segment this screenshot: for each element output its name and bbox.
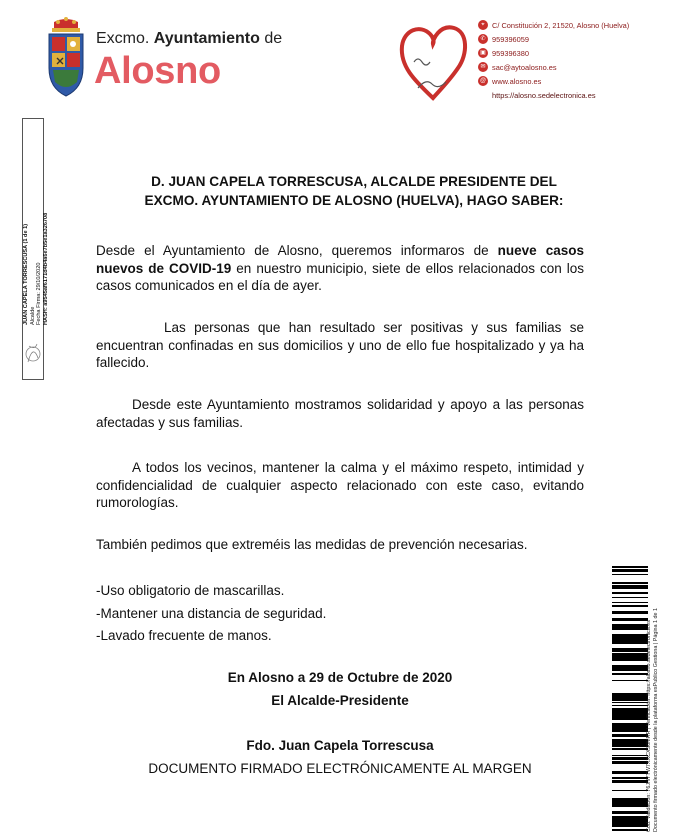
- signature-date: Fecha Firma: 29/10/2020: [36, 262, 43, 325]
- barcode-bar: [612, 780, 648, 781]
- barcode-bar: [612, 812, 648, 814]
- barcode-bar: [612, 638, 648, 641]
- paragraph-prevention: También pedimos que extreméis las medidas de prevención necesarias.: [96, 537, 528, 552]
- barcode-bar: [612, 597, 648, 598]
- barcode-bar: [612, 816, 648, 819]
- barcode-bar: [612, 713, 648, 715]
- list-item: -Uso obligatorio de mascarillas.: [96, 583, 285, 598]
- signer-line: Fdo. Juan Capela Torrescusa: [246, 738, 434, 753]
- barcode-bar: [612, 566, 648, 568]
- paragraph-confinement: Las personas que han resultado ser positivas y sus familias se encuentran confinadas en sus domicilios y uno de ello fue hospitalizado y ya ha fallecido.: [96, 320, 584, 370]
- barcode-bar: [612, 605, 648, 606]
- barcode-bar: [612, 651, 648, 652]
- signature-hash: HASH: a9545af6171d4b4a6e7b5e1a326708: [42, 212, 49, 325]
- document-title: D. JUAN CAPELA TORRESCUSA, ALCALDE PRESIDENTE DEL EXCMO. AYUNTAMIENTO DE ALOSNO (HUELVA), HAGO SABER:: [144, 174, 564, 208]
- barcode-bar: [612, 718, 648, 720]
- barcode-bar: [612, 805, 648, 807]
- verification-footer: [646, 566, 672, 832]
- barcode-bar: [612, 653, 648, 655]
- barcode-bar: [612, 569, 648, 571]
- barcode-bar: [612, 742, 648, 744]
- coat-of-arms-logo: [44, 16, 88, 98]
- barcode-bar: [612, 728, 648, 730]
- barcode-bar: [612, 574, 648, 575]
- barcode-bar: [612, 592, 648, 594]
- barcode-bar: [612, 673, 648, 675]
- fax-icon: ▣: [478, 48, 488, 58]
- organization-name: Alosno: [94, 50, 221, 92]
- barcode-bar: [612, 655, 648, 656]
- email-icon: ✉: [478, 62, 488, 72]
- location-icon: ⌖: [478, 20, 488, 30]
- barcode-bar: [612, 571, 648, 572]
- electronic-signature-note: DOCUMENTO FIRMADO ELECTRÓNICAMENTE AL MARGEN: [148, 761, 532, 776]
- barcode-bar: [612, 693, 648, 694]
- barcode-bar: [612, 763, 648, 764]
- contact-address: ⌖ C/ Constitución 2, 21520, Alosno (Huelva): [478, 18, 628, 32]
- barcode-bar: [612, 771, 648, 774]
- barcode-bar: [612, 588, 648, 589]
- contact-fax: ▣ 959396380: [478, 46, 628, 60]
- organization-prefix: Excmo. Ayuntamiento de: [96, 30, 283, 47]
- barcode-bar: [612, 761, 648, 762]
- barcode-bar: [612, 702, 648, 703]
- barcode-bar: [612, 648, 648, 651]
- barcode-bar: [612, 811, 648, 812]
- barcode-bar: [612, 748, 648, 750]
- place-and-date: En Alosno a 29 de Octubre de 2020: [227, 670, 453, 685]
- barcode-bar: [612, 628, 648, 630]
- contact-email[interactable]: ✉ sac@aytoalosno.es: [478, 60, 628, 74]
- barcode-bar: [612, 626, 648, 628]
- barcode-bar: [612, 708, 648, 710]
- barcode-bar: [612, 656, 648, 658]
- siente-alosno-heart-logo: [396, 18, 470, 104]
- contact-website[interactable]: @ www.alosno.es: [479, 76, 542, 86]
- barcode-bar: [612, 790, 648, 791]
- paragraph-cases: Desde el Ayuntamiento de Alosno, queremos informaros de nueve casos nuevos de COVID-19 en nuestro municipio, siete de ellos relacionados con los casos comunicados en el día de ayer.: [96, 243, 585, 293]
- barcode-bar: [612, 822, 648, 823]
- barcode-bar: [612, 819, 648, 822]
- verification-platform-line: Documento firmado electrónicamente desde la plataforma esPublico Gestiona | Página 1 de 1: [652, 607, 659, 832]
- barcode-bar: [612, 696, 648, 698]
- signer-name: JUAN CAPELA TORRESCUSA (1 de 1): [23, 223, 29, 325]
- barcode-bar: [612, 698, 648, 701]
- web-icon: [478, 90, 488, 100]
- barcode-bar: [612, 602, 648, 603]
- barcode-bar: [612, 611, 648, 614]
- barcode-bar: [612, 668, 648, 670]
- barcode-bar: [612, 777, 648, 779]
- barcode-bar: [612, 757, 648, 760]
- barcode-bar: [612, 798, 648, 801]
- barcode-bar: [612, 634, 648, 635]
- barcode-bar: [612, 755, 648, 756]
- barcode-bar: [612, 715, 648, 718]
- contact-phone: ✆ 959396059: [478, 32, 628, 46]
- contact-sede-electronica[interactable]: https://alosno.sedelectronica.es: [478, 88, 628, 102]
- barcode-bar: [612, 582, 648, 584]
- electronic-signature-strip: [22, 118, 49, 380]
- signer-role-line: El Alcalde-Presidente: [271, 693, 409, 708]
- barcode-bar: [612, 585, 648, 588]
- web-icon: @: [479, 78, 487, 84]
- barcode-bar: [612, 762, 648, 763]
- barcode-bar: [612, 734, 648, 737]
- barcode-bar: [612, 781, 648, 783]
- barcode-bar: [612, 680, 648, 681]
- list-item: -Mantener una distancia de seguridad.: [96, 605, 327, 621]
- barcode-bar: [612, 694, 648, 696]
- measures-list: [96, 580, 326, 648]
- paragraph-solidarity: Desde este Ayuntamiento mostramos solidaridad y apoyo a las personas afectadas y sus familias.: [96, 397, 584, 430]
- barcode-bar: [612, 658, 648, 660]
- contact-info: [478, 18, 628, 102]
- barcode-bar: [612, 618, 648, 621]
- verification-code-line: Cód. Validación: 76JNYTW7XXCXS6MRR | Verificación: https://alosno.sedelectronica.es: [646, 620, 652, 832]
- list-item: -Lavado frecuente de manos.: [96, 628, 272, 643]
- paragraph-calm: A todos los vecinos, mantener la calma y el máximo respeto, intimidad y confidencialidad de cualquier aspecto relacionado con este caso, evitando rumorologías.: [96, 460, 584, 510]
- barcode-bar: [612, 670, 648, 671]
- barcode-bar: [612, 665, 648, 668]
- barcode-bar: [612, 739, 648, 742]
- barcode-bar: [612, 641, 648, 644]
- barcode-bar: [612, 829, 648, 831]
- phone-icon: ✆: [478, 34, 488, 44]
- verification-barcode: [612, 566, 648, 832]
- barcode-bar: [612, 723, 648, 725]
- barcode-bar: [612, 725, 648, 728]
- barcode-bar: [612, 710, 648, 712]
- barcode-bar: [612, 705, 648, 706]
- barcode-bar: [612, 744, 648, 747]
- signer-role: Alcalde: [29, 306, 36, 325]
- barcode-bar: [612, 660, 648, 661]
- barcode-bar: [612, 802, 648, 805]
- barcode-bar: [612, 606, 648, 607]
- barcode-bar: [612, 635, 648, 638]
- barcode-bar: [612, 824, 648, 827]
- barcode-bar: [612, 823, 648, 824]
- barcode-bar: [612, 624, 648, 626]
- barcode-bar: [612, 712, 648, 713]
- signature-stamp-icon: [25, 332, 41, 376]
- barcode-bar: [612, 801, 648, 802]
- barcode-bar: [612, 730, 648, 732]
